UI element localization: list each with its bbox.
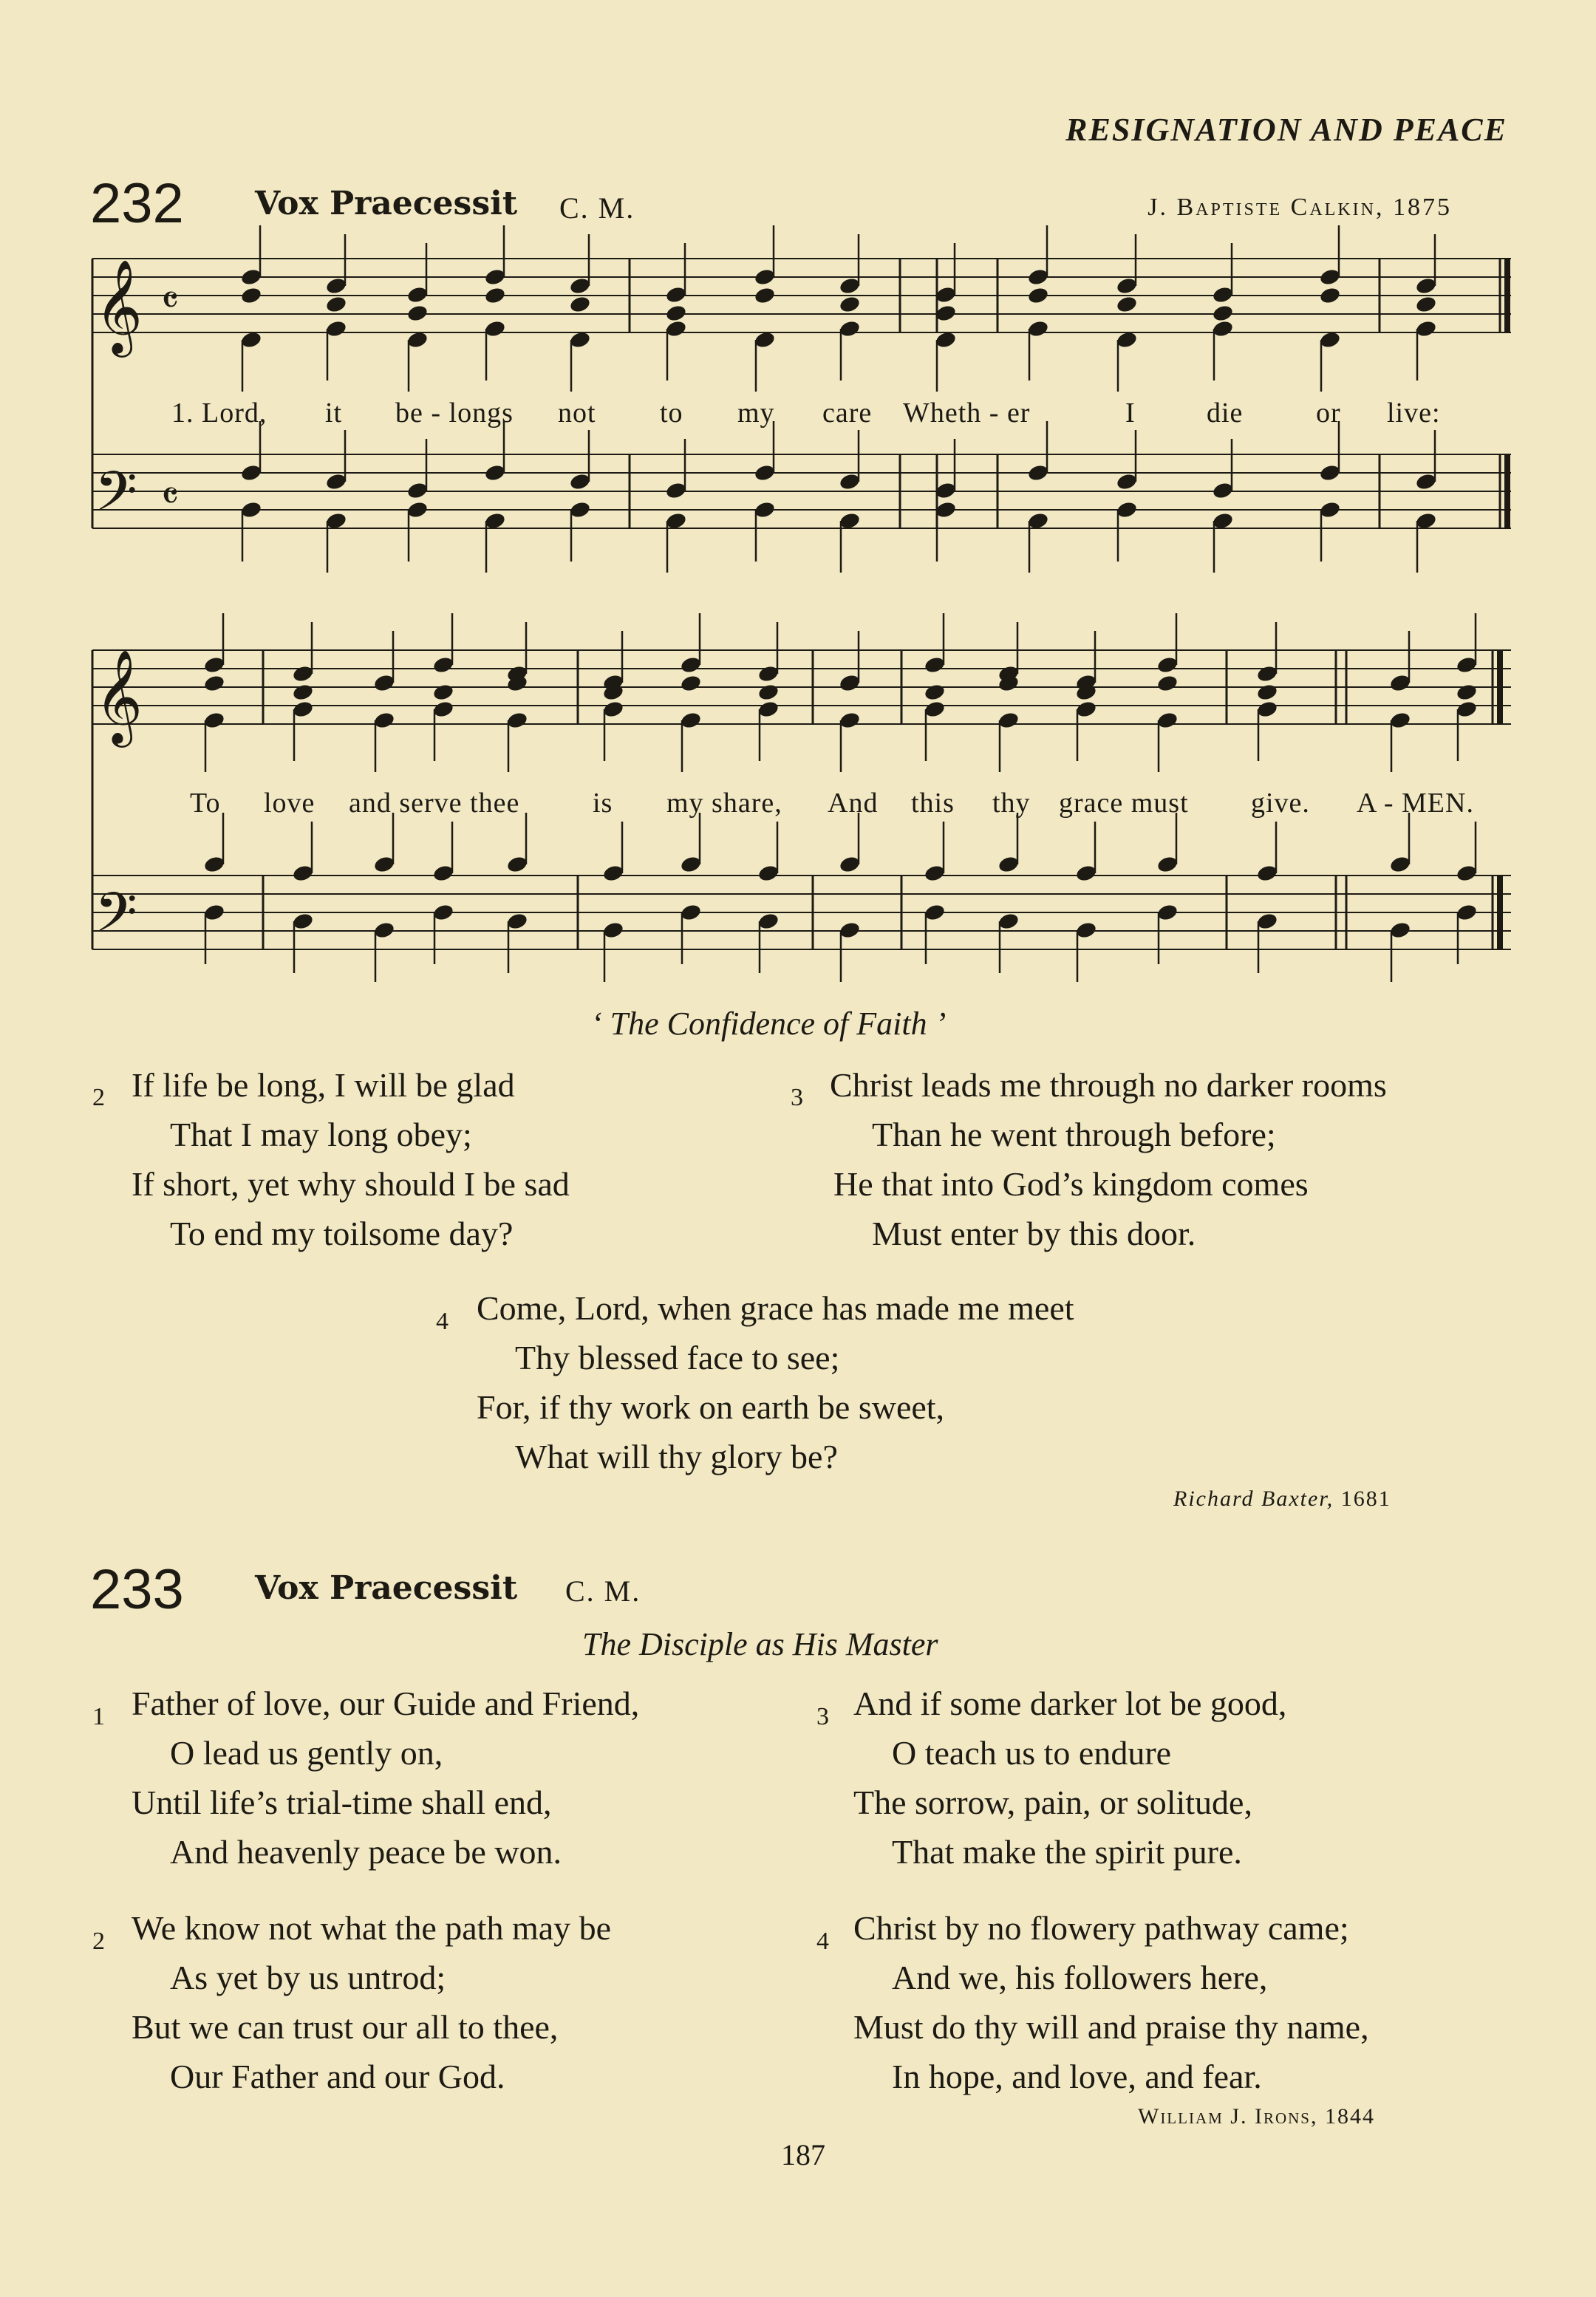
note-head xyxy=(203,655,226,675)
note-head xyxy=(1456,655,1479,675)
note-head xyxy=(203,674,226,693)
note-head xyxy=(1256,912,1279,931)
clef-glyph: 𝄴 xyxy=(161,277,180,324)
clef-glyph: 𝄞 xyxy=(95,259,143,353)
note-head xyxy=(292,700,315,719)
note-head xyxy=(757,664,780,683)
lyric-word: Wheth - er xyxy=(903,397,1031,429)
note-head xyxy=(406,481,429,500)
note-head xyxy=(1116,295,1139,314)
note-head xyxy=(1319,463,1342,482)
verse-number: 2 xyxy=(92,1928,105,1955)
note-head xyxy=(839,855,862,874)
note-head xyxy=(484,319,507,338)
note-head xyxy=(665,319,688,338)
note-head xyxy=(432,700,455,719)
clef-glyph: 𝄢 xyxy=(95,460,137,537)
note-head xyxy=(484,267,507,287)
note-head xyxy=(1116,500,1139,519)
note-head xyxy=(1156,674,1179,693)
note-head xyxy=(240,267,263,287)
verse-line: But we can trust our all to thee, xyxy=(132,2008,559,2046)
composer-232: J. Baptiste Calkin, 1875 xyxy=(1147,194,1452,221)
note-head xyxy=(569,472,592,491)
note-head xyxy=(203,903,226,922)
note-head xyxy=(998,855,1020,874)
note-head xyxy=(924,700,947,719)
lyric-word: thy xyxy=(992,788,1031,819)
note-head xyxy=(1212,304,1235,323)
note-head xyxy=(602,921,625,940)
verse-number: 1 xyxy=(92,1703,105,1730)
note-head xyxy=(757,700,780,719)
tune-name-232: Vox Praecessit xyxy=(255,185,518,222)
note-head xyxy=(506,855,529,874)
caption-232: ‘ The Confidence of Faith ’ xyxy=(591,1006,947,1042)
lyric-word: 1. Lord, xyxy=(171,397,267,429)
verse-number: 4 xyxy=(436,1308,449,1335)
lyric-word: And xyxy=(828,788,879,819)
verse-line: O lead us gently on, xyxy=(170,1734,443,1772)
note-head xyxy=(325,276,348,296)
note-head xyxy=(292,664,315,683)
note-head xyxy=(373,855,396,874)
verse-line: Until life’s trial-time shall end, xyxy=(132,1784,552,1821)
note-head xyxy=(1389,921,1412,940)
author-year: 1681 xyxy=(1340,1487,1391,1511)
verse-number: 2 xyxy=(92,1084,105,1111)
note-head xyxy=(754,286,777,305)
verse-line: Christ by no flowery pathway came; xyxy=(853,1909,1349,1947)
note-head xyxy=(1027,319,1050,338)
note-head xyxy=(1156,903,1179,922)
note-head xyxy=(1319,500,1342,519)
note-head xyxy=(1075,864,1098,883)
note-head xyxy=(1116,472,1139,491)
verse-line: He that into God’s kingdom comes xyxy=(833,1165,1309,1203)
verse-line: Than he went through before; xyxy=(872,1116,1276,1153)
verse-line: And we, his followers here, xyxy=(892,1959,1268,1996)
note-head xyxy=(569,295,592,314)
note-head xyxy=(506,711,529,730)
hymn-number-232: 232 xyxy=(90,172,184,235)
note-head xyxy=(325,319,348,338)
note-head xyxy=(406,285,429,304)
note-head xyxy=(680,655,703,675)
hymn-number-233: 233 xyxy=(90,1558,184,1621)
verse-line: What will thy glory be? xyxy=(515,1438,838,1475)
note-head xyxy=(665,481,688,500)
note-head xyxy=(325,295,348,314)
note-head xyxy=(998,711,1020,730)
note-head xyxy=(754,267,777,287)
note-head xyxy=(1456,700,1479,719)
note-head xyxy=(1156,711,1179,730)
note-head xyxy=(1256,664,1279,683)
verse-line: That make the spirit pure. xyxy=(892,1833,1242,1871)
note-head xyxy=(680,674,703,693)
verse-line: Our Father and our God. xyxy=(170,2058,505,2095)
verse-line: Must do thy will and praise thy name, xyxy=(853,2008,1369,2046)
note-head xyxy=(240,286,263,305)
note-head xyxy=(839,472,862,491)
lyric-word: and serve thee xyxy=(349,788,520,819)
lyric-word: care xyxy=(822,397,873,429)
note-head xyxy=(839,276,862,296)
clef-glyph: 𝄢 xyxy=(95,881,137,958)
verse-line: As yet by us untrod; xyxy=(170,1959,446,1996)
verse-number: 3 xyxy=(816,1703,829,1730)
note-head xyxy=(839,921,862,940)
verse-line: In hope, and love, and fear. xyxy=(892,2058,1262,2095)
verse-line: Father of love, our Guide and Friend, xyxy=(132,1685,640,1722)
lyric-word: A - MEN. xyxy=(1357,788,1474,819)
note-head xyxy=(1456,864,1479,883)
note-head xyxy=(203,855,226,874)
note-head xyxy=(406,500,429,519)
verse-line: The sorrow, pain, or solitude, xyxy=(853,1784,1252,1821)
note-head xyxy=(924,864,947,883)
note-head xyxy=(432,903,455,922)
note-head xyxy=(1256,700,1279,719)
lyric-word: or xyxy=(1316,397,1341,429)
verse-line: If life be long, I will be glad xyxy=(132,1066,515,1104)
note-head xyxy=(484,463,507,482)
note-head xyxy=(569,276,592,296)
verse-line: To end my toilsome day? xyxy=(170,1215,514,1252)
note-head xyxy=(998,912,1020,931)
caption-233: The Disciple as His Master xyxy=(582,1626,938,1662)
note-head xyxy=(1456,903,1479,922)
note-head xyxy=(757,864,780,883)
lyric-word: my xyxy=(737,397,775,429)
note-head xyxy=(1075,700,1098,719)
note-head xyxy=(569,500,592,519)
note-head xyxy=(1456,683,1479,702)
verse-line: O teach us to endure xyxy=(892,1734,1172,1772)
note-head xyxy=(839,711,862,730)
lyric-word: this xyxy=(911,788,955,819)
note-head xyxy=(1027,286,1050,305)
note-head xyxy=(839,319,862,338)
note-head xyxy=(757,912,780,931)
note-head xyxy=(1256,683,1279,702)
note-head xyxy=(1027,463,1050,482)
note-head xyxy=(1156,855,1179,874)
note-head xyxy=(1319,267,1342,287)
note-head xyxy=(373,674,396,693)
clef-glyph: 𝄴 xyxy=(161,473,180,519)
lyric-word: love xyxy=(264,788,316,819)
lyric-word: my share, xyxy=(666,788,782,819)
note-head xyxy=(373,921,396,940)
meter-232: C. M. xyxy=(559,191,635,225)
author-name: Richard Baxter, xyxy=(1173,1487,1334,1511)
lyric-word: is xyxy=(593,788,613,819)
note-head xyxy=(1027,267,1050,287)
tune-name-233: Vox Praecessit xyxy=(255,1569,518,1607)
note-head xyxy=(757,683,780,702)
note-head xyxy=(924,903,947,922)
note-head xyxy=(680,855,703,874)
verse-number: 4 xyxy=(816,1928,829,1955)
meter-233: C. M. xyxy=(565,1574,641,1608)
note-head xyxy=(1156,655,1179,675)
note-head xyxy=(665,285,688,304)
lyric-word: die xyxy=(1207,397,1244,429)
note-head xyxy=(292,864,315,883)
verse-line: Thy blessed face to see; xyxy=(515,1339,840,1376)
verse-line: Come, Lord, when grace has made me meet xyxy=(477,1289,1074,1327)
note-head xyxy=(1212,285,1235,304)
author-232 xyxy=(1173,1487,1391,1512)
note-head xyxy=(602,864,625,883)
note-head xyxy=(1415,472,1438,491)
lyric-word: I xyxy=(1125,397,1136,429)
note-head xyxy=(754,463,777,482)
note-head xyxy=(839,295,862,314)
note-head xyxy=(680,711,703,730)
lyric-word: give. xyxy=(1251,788,1310,819)
section-heading: RESIGNATION AND PEACE xyxy=(1065,112,1507,148)
note-head xyxy=(432,683,455,702)
verse-line: For, if thy work on earth be sweet, xyxy=(477,1388,945,1426)
note-head xyxy=(602,700,625,719)
lyric-word: live: xyxy=(1387,397,1441,429)
note-head xyxy=(240,500,263,519)
note-head xyxy=(1075,921,1098,940)
note-head xyxy=(240,463,263,482)
verse-line: Christ leads me through no darker rooms xyxy=(830,1066,1387,1104)
note-head xyxy=(1116,276,1139,296)
lyric-word: To xyxy=(190,788,221,819)
page-number: 187 xyxy=(781,2138,825,2171)
note-head xyxy=(924,655,947,675)
verse-number: 3 xyxy=(791,1084,803,1111)
author-233: William J. Irons, 1844 xyxy=(1138,2104,1375,2129)
note-head xyxy=(292,912,315,931)
lyric-word: to xyxy=(660,397,683,429)
note-head xyxy=(680,903,703,922)
verse-line: Must enter by this door. xyxy=(872,1215,1196,1252)
note-head xyxy=(1415,276,1438,296)
note-head xyxy=(839,674,862,693)
note-head xyxy=(1212,481,1235,500)
clef-glyph: 𝄞 xyxy=(95,649,143,743)
lyric-word: grace must xyxy=(1059,788,1189,819)
lyric-word: not xyxy=(558,397,596,429)
note-head xyxy=(432,655,455,675)
verse-line: That I may long obey; xyxy=(170,1116,472,1153)
verse-line: And heavenly peace be won. xyxy=(170,1833,562,1871)
lyric-word: it xyxy=(325,397,343,429)
note-head xyxy=(1389,674,1412,693)
note-head xyxy=(325,472,348,491)
verse-line: And if some darker lot be good, xyxy=(853,1685,1287,1722)
note-head xyxy=(484,286,507,305)
note-head xyxy=(292,683,315,702)
note-head xyxy=(754,500,777,519)
note-head xyxy=(203,711,226,730)
note-head xyxy=(1319,286,1342,305)
note-head xyxy=(665,304,688,323)
verse-line: We know not what the path may be xyxy=(132,1909,612,1947)
music-notation xyxy=(0,0,1596,1020)
lyric-word: be - longs xyxy=(395,397,514,429)
note-head xyxy=(1389,711,1412,730)
note-head xyxy=(1415,295,1438,314)
note-head xyxy=(506,912,529,931)
note-head xyxy=(432,864,455,883)
note-head xyxy=(406,304,429,323)
note-head xyxy=(1415,319,1438,338)
note-head xyxy=(1256,864,1279,883)
note-head xyxy=(924,683,947,702)
note-head xyxy=(1389,855,1412,874)
note-head xyxy=(1212,319,1235,338)
verse-line: If short, yet why should I be sad xyxy=(132,1165,570,1203)
note-head xyxy=(373,711,396,730)
